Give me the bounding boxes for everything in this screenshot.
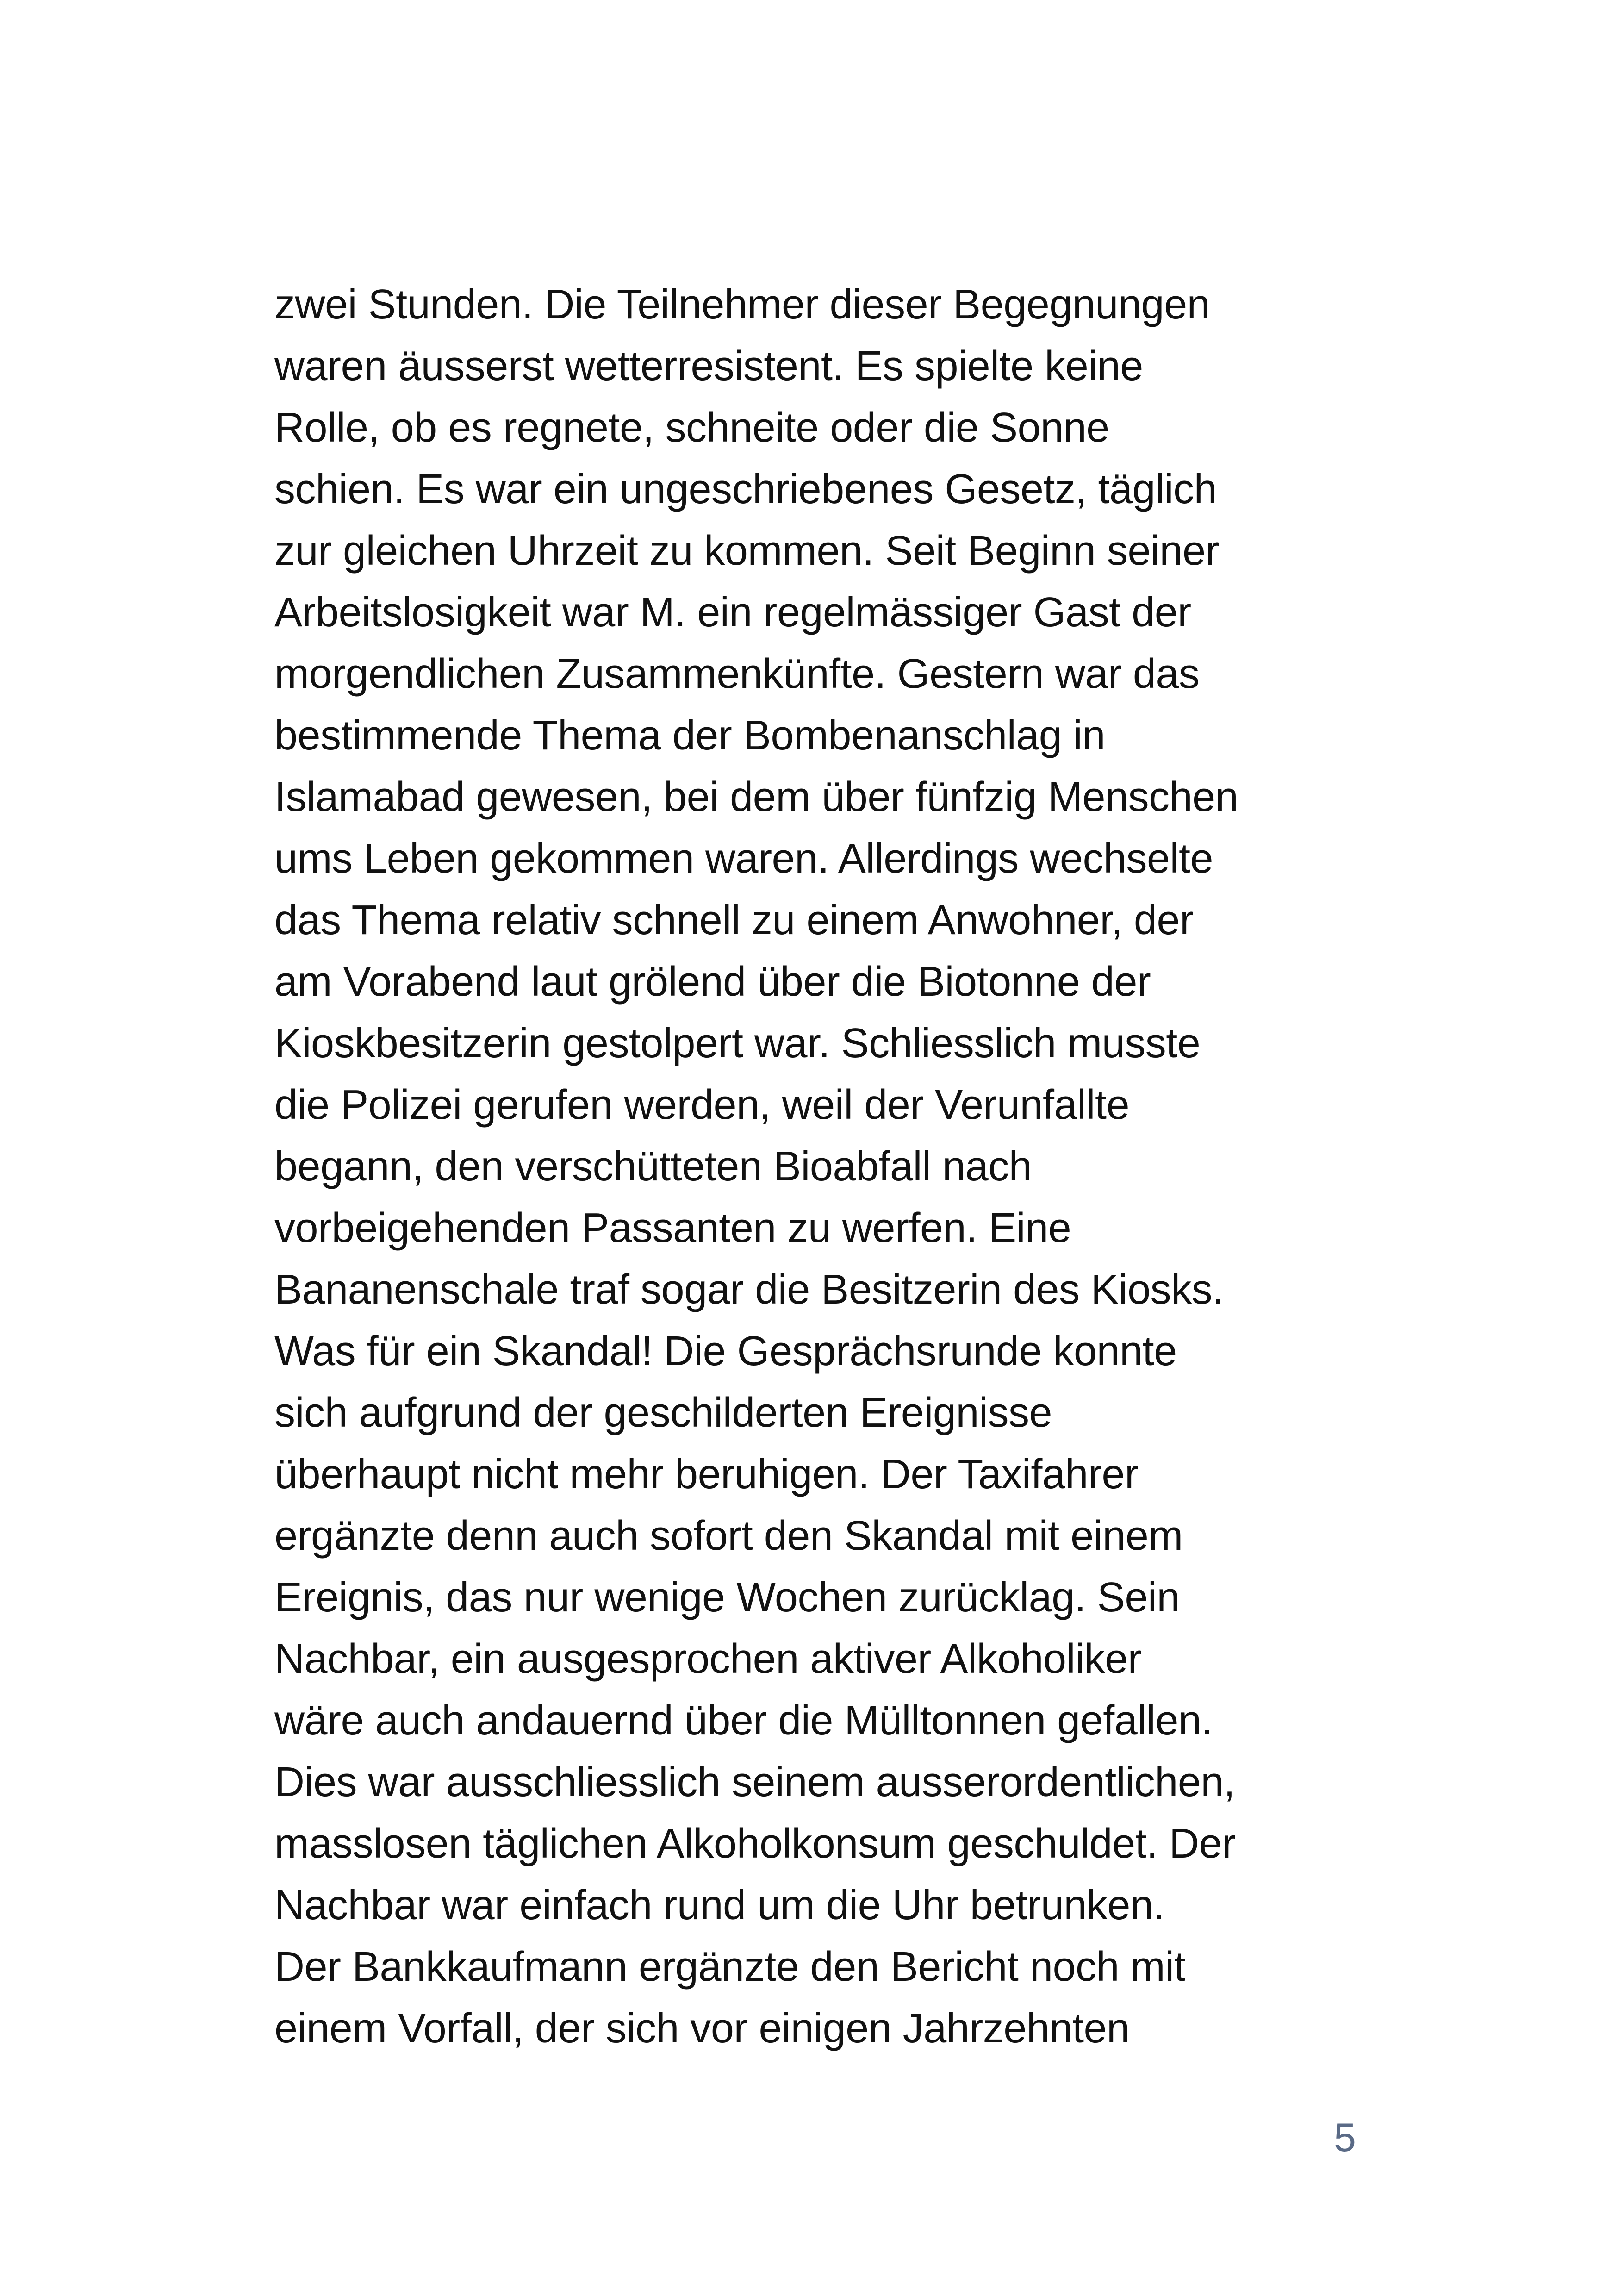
text-line: Arbeitslosigkeit war M. ein regelmässiger Gast der [274, 589, 1191, 636]
text-line: bestimmende Thema der Bombenanschlag in [274, 712, 1105, 759]
text-line: Der Bankkaufmann ergänzte den Bericht noch mit [274, 1944, 1186, 1990]
page-number: 5 [1334, 2115, 1356, 2160]
text-line: Dies war ausschliesslich seinem ausserordentlichen, [274, 1759, 1235, 1805]
text-line: zwei Stunden. Die Teilnehmer dieser Begegnungen [274, 281, 1210, 328]
text-line: Kioskbesitzerin gestolpert war. Schliesslich musste [274, 1020, 1201, 1067]
text-line: morgendlichen Zusammenkünfte. Gestern war das [274, 651, 1200, 697]
text-line: schien. Es war ein ungeschriebenes Gesetz, täglich [274, 466, 1217, 512]
text-line: Nachbar, ein ausgesprochen aktiver Alkoholiker [274, 1636, 1142, 1682]
text-line: Bananenschale traf sogar die Besitzerin des Kiosks. [274, 1267, 1224, 1313]
body-text [274, 274, 1385, 2059]
text-line: das Thema relativ schnell zu einem Anwohner, der [274, 897, 1194, 943]
text-line: ums Leben gekommen waren. Allerdings wechselte [274, 836, 1214, 882]
text-line: Nachbar war einfach rund um die Uhr betrunken. [274, 1882, 1165, 1928]
text-line: Islamabad gewesen, bei dem über fünfzig Menschen [274, 774, 1238, 820]
text-line: sich aufgrund der geschilderten Ereignisse [274, 1390, 1052, 1436]
text-line: Rolle, ob es regnete, schneite oder die Sonne [274, 405, 1109, 451]
text-line: Was für ein Skandal! Die Gesprächsrunde konnte [274, 1328, 1177, 1374]
text-line: vorbeigehenden Passanten zu werfen. Eine [274, 1205, 1071, 1251]
text-line: überhaupt nicht mehr beruhigen. Der Taxifahrer [274, 1451, 1139, 1497]
text-line: Ereignis, das nur wenige Wochen zurücklag. Sein [274, 1574, 1180, 1621]
text-line: die Polizei gerufen werden, weil der Verunfallte [274, 1082, 1130, 1128]
text-line: zur gleichen Uhrzeit zu kommen. Seit Beginn seiner [274, 528, 1220, 574]
text-line: wäre auch andauernd über die Mülltonnen gefallen. [274, 1697, 1213, 1744]
text-line: begann, den verschütteten Bioabfall nach [274, 1143, 1032, 1190]
text-line: masslosen täglichen Alkoholkonsum geschuldet. Der [274, 1821, 1236, 1867]
text-line: einem Vorfall, der sich vor einigen Jahrzehnten [274, 2005, 1130, 2052]
text-line: am Vorabend laut grölend über die Biotonne der [274, 959, 1151, 1005]
text-line: waren äusserst wetterresistent. Es spielte keine [274, 343, 1143, 389]
text-line: ergänzte denn auch sofort den Skandal mit einem [274, 1513, 1183, 1559]
